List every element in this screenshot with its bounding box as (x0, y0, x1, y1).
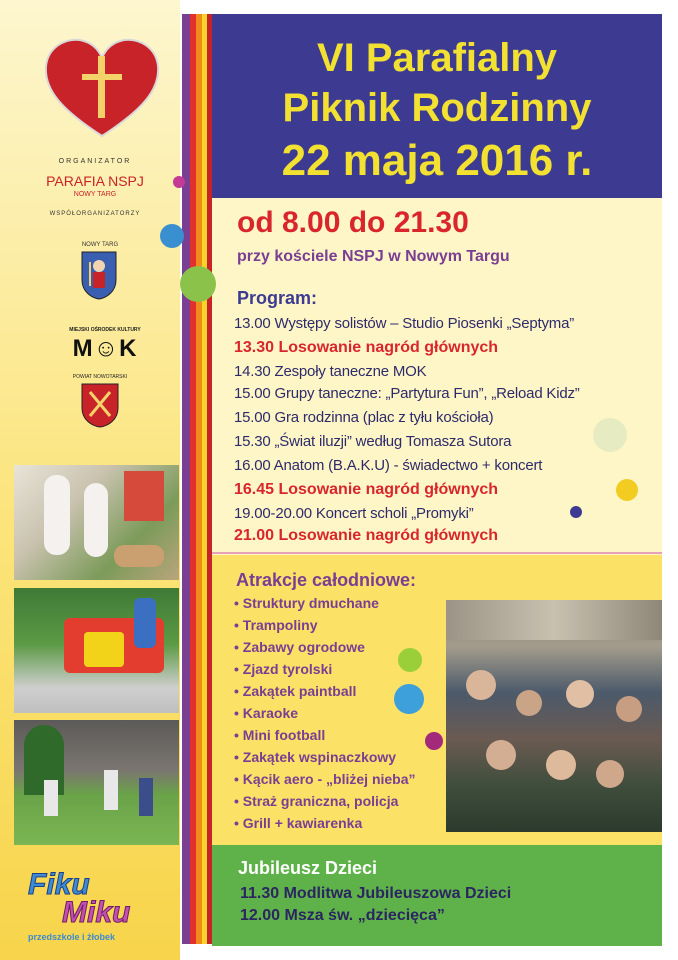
mok-label: MIEJSKI OŚRODEK KULTURY (69, 327, 141, 333)
decor-dot (160, 224, 184, 248)
mok-logo: M☺K (72, 335, 138, 362)
program-item: 13.00 Występy solistów – Studio Piosenki „Septyma” (234, 315, 575, 332)
heart-cross-logo (42, 38, 162, 140)
organizer-label: ORGANIZATOR (58, 158, 132, 165)
program-item: 14.30 Zespoły taneczne MOK (234, 363, 427, 380)
powiat-crest-icon (80, 382, 120, 428)
nowy-targ-crest-icon (80, 250, 118, 300)
program-item: 16.00 Anatom (B.A.K.U) - świadectwo + koncert (234, 457, 543, 474)
attraction-item: • Karaoke (234, 705, 299, 721)
attraction-item: • Trampoliny (234, 617, 318, 633)
title-line-1: VI Parafialny (316, 36, 558, 80)
photo-dancing-children (14, 465, 179, 580)
fiku-tagline: przedszkole i żłobek (28, 932, 116, 942)
fiku-logo-line2: Miku (62, 896, 131, 929)
crest-city-label: NOWY TARG (81, 242, 119, 248)
attraction-item: • Mini football (234, 727, 326, 743)
photo-football (14, 720, 179, 845)
attraction-item: • Grill + kawiarenka (234, 815, 363, 831)
program-heading: Program: (237, 288, 318, 308)
co-organizers-label: WSPÓŁORGANIZATORZY (49, 211, 141, 217)
attraction-item: • Kącik aero - „bliżej nieba” (234, 771, 416, 787)
stripe-purple (182, 14, 190, 944)
jubilee-item: 11.30 Modlitwa Jubileuszowa Dzieci (240, 885, 512, 902)
decor-dot (570, 506, 582, 518)
photo-crowd (446, 600, 662, 832)
event-location: przy kościele NSPJ w Nowym Targu (237, 248, 510, 265)
organizer-name: PARAFIA NSPJ (46, 173, 144, 189)
decor-dot (398, 648, 422, 672)
organizer-city: NOWY TARG (73, 191, 117, 198)
program-item: 15.30 „Świat iluzji” według Tomasza Sutora (234, 433, 512, 450)
program-item-highlight: 16.45 Losowanie nagród głównych (234, 481, 499, 498)
decor-dot (593, 418, 627, 452)
attraction-item: • Zakątek paintball (234, 683, 357, 699)
attraction-item: • Zabawy ogrodowe (234, 639, 365, 655)
program-item: 19.00-20.00 Koncert scholi „Promyki” (234, 505, 474, 522)
decor-dot (173, 176, 185, 188)
title-line-2: Piknik Rodzinny (282, 86, 592, 130)
attraction-item: • Zjazd tyrolski (234, 661, 333, 677)
program-item-highlight: 13.30 Losowanie nagród głównych (234, 339, 499, 356)
event-time: od 8.00 do 21.30 (237, 206, 469, 239)
decor-dot (616, 479, 638, 501)
jubilee-heading: Jubileusz Dzieci (238, 858, 378, 878)
program-item: 15.00 Grupy taneczne: „Partytura Fun”, „Reload Kidz” (234, 385, 580, 402)
attraction-item: • Straż graniczna, policja (234, 793, 399, 809)
title-banner (212, 14, 662, 198)
decor-dot (394, 684, 424, 714)
program-item: 15.00 Gra rodzinna (plac z tyłu kościoła) (234, 409, 494, 426)
attraction-item: • Zakątek wspinaczkowy (234, 749, 397, 765)
attraction-item: • Struktury dmuchane (234, 595, 379, 611)
title-line-3: 22 maja 2016 r. (281, 136, 593, 185)
decor-dot (425, 732, 443, 750)
section-divider (212, 552, 662, 554)
fiku-miku-logo (22, 868, 172, 948)
fiku-logo-line1: Fiku (28, 868, 90, 901)
decor-dot (180, 266, 216, 302)
program-item-highlight: 21.00 Losowanie nagród głównych (234, 527, 499, 544)
attractions-heading: Atrakcje całodniowe: (236, 570, 417, 590)
powiat-label: POWIAT NOWOTARSKI (72, 374, 128, 380)
photo-bouncy-castle (14, 588, 179, 713)
jubilee-item: 12.00 Msza św. „dziecięca” (240, 907, 445, 924)
